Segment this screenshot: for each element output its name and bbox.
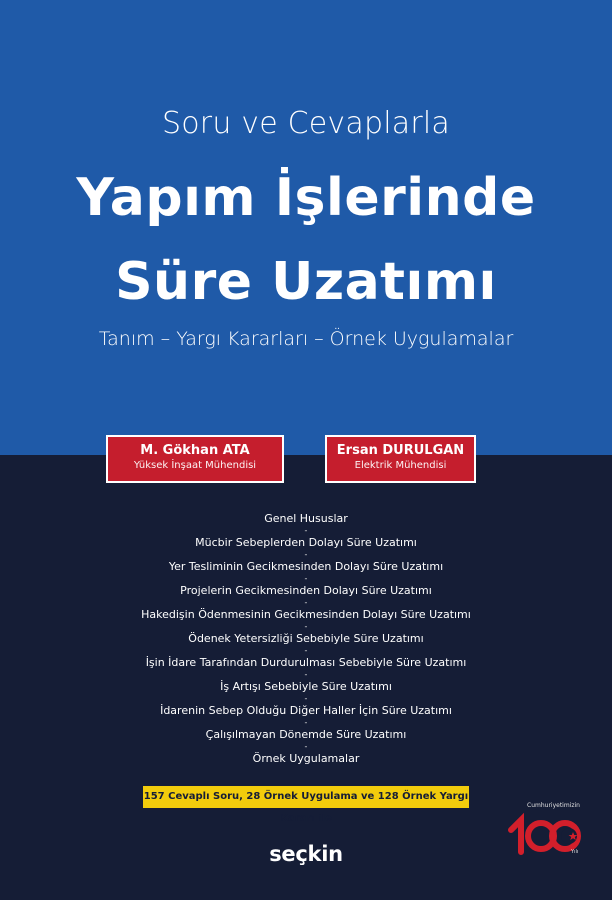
publisher-logo: seçkin: [269, 842, 343, 866]
centennial-unit: Yılı: [571, 849, 579, 855]
toc-item: Ödenek Yetersizliği Sebebiyle Süre Uzatımı: [188, 632, 424, 645]
cover-tagline: Tanım – Yargı Kararları – Örnek Uygulamalar: [98, 328, 514, 350]
author-box-1: [106, 435, 284, 483]
toc-separator: -: [304, 670, 308, 679]
toc-separator: -: [304, 550, 308, 559]
toc-separator: -: [304, 622, 308, 631]
author-name: Ersan DURULGAN: [336, 443, 465, 458]
toc-item: Yer Tesliminin Gecikmesinden Dolayı Süre Uzatımı: [168, 560, 444, 573]
toc-item: Mücbir Sebeplerden Dolayı Süre Uzatımı: [195, 536, 417, 549]
toc-separator: -: [304, 646, 308, 655]
cover-title-line2: Süre Uzatımı: [115, 252, 497, 312]
toc-item: Hakedişin Ödenmesinin Gecikmesinden Dolayı Süre Uzatımı: [141, 608, 471, 621]
toc-item: İşin İdare Tarafından Durdurulması Sebebiyle Süre Uzatımı: [145, 656, 467, 669]
toc-item: Çalışılmayan Dönemde Süre Uzatımı: [205, 728, 407, 741]
centennial-caption: Cumhuriyetimizin: [527, 802, 580, 809]
toc-item: Genel Hususlar: [264, 512, 348, 525]
author-role: Yüksek İnşaat Mühendisi: [133, 460, 257, 471]
feature-banner: 157 Cevaplı Soru, 28 Örnek Uygulama ve 128 Örnek Yargı Kararı ile: [143, 786, 469, 808]
toc-separator: -: [304, 598, 308, 607]
author-name: M. Gökhan ATA: [140, 443, 250, 458]
centennial-100-logo-icon: [507, 802, 587, 862]
author-role: Elektrik Mühendisi: [354, 460, 447, 471]
cover-title-line1: Yapım İşlerinde: [76, 168, 536, 228]
toc-item: Projelerin Gecikmesinden Dolayı Süre Uzatımı: [180, 584, 432, 597]
toc-separator: -: [304, 718, 308, 727]
cover-subtitle: Soru ve Cevaplarla: [162, 106, 450, 141]
author-box-2: [325, 435, 476, 483]
toc-item: İş Artışı Sebebiyle Süre Uzatımı: [220, 680, 392, 693]
toc-separator: -: [304, 694, 308, 703]
toc-item: Örnek Uygulamalar: [252, 752, 360, 765]
toc-separator: -: [304, 742, 308, 751]
toc-separator: -: [304, 574, 308, 583]
toc-item: İdarenin Sebep Olduğu Diğer Haller İçin Süre Uzatımı: [160, 704, 452, 717]
table-of-contents: [0, 511, 612, 767]
toc-separator: -: [304, 526, 308, 535]
